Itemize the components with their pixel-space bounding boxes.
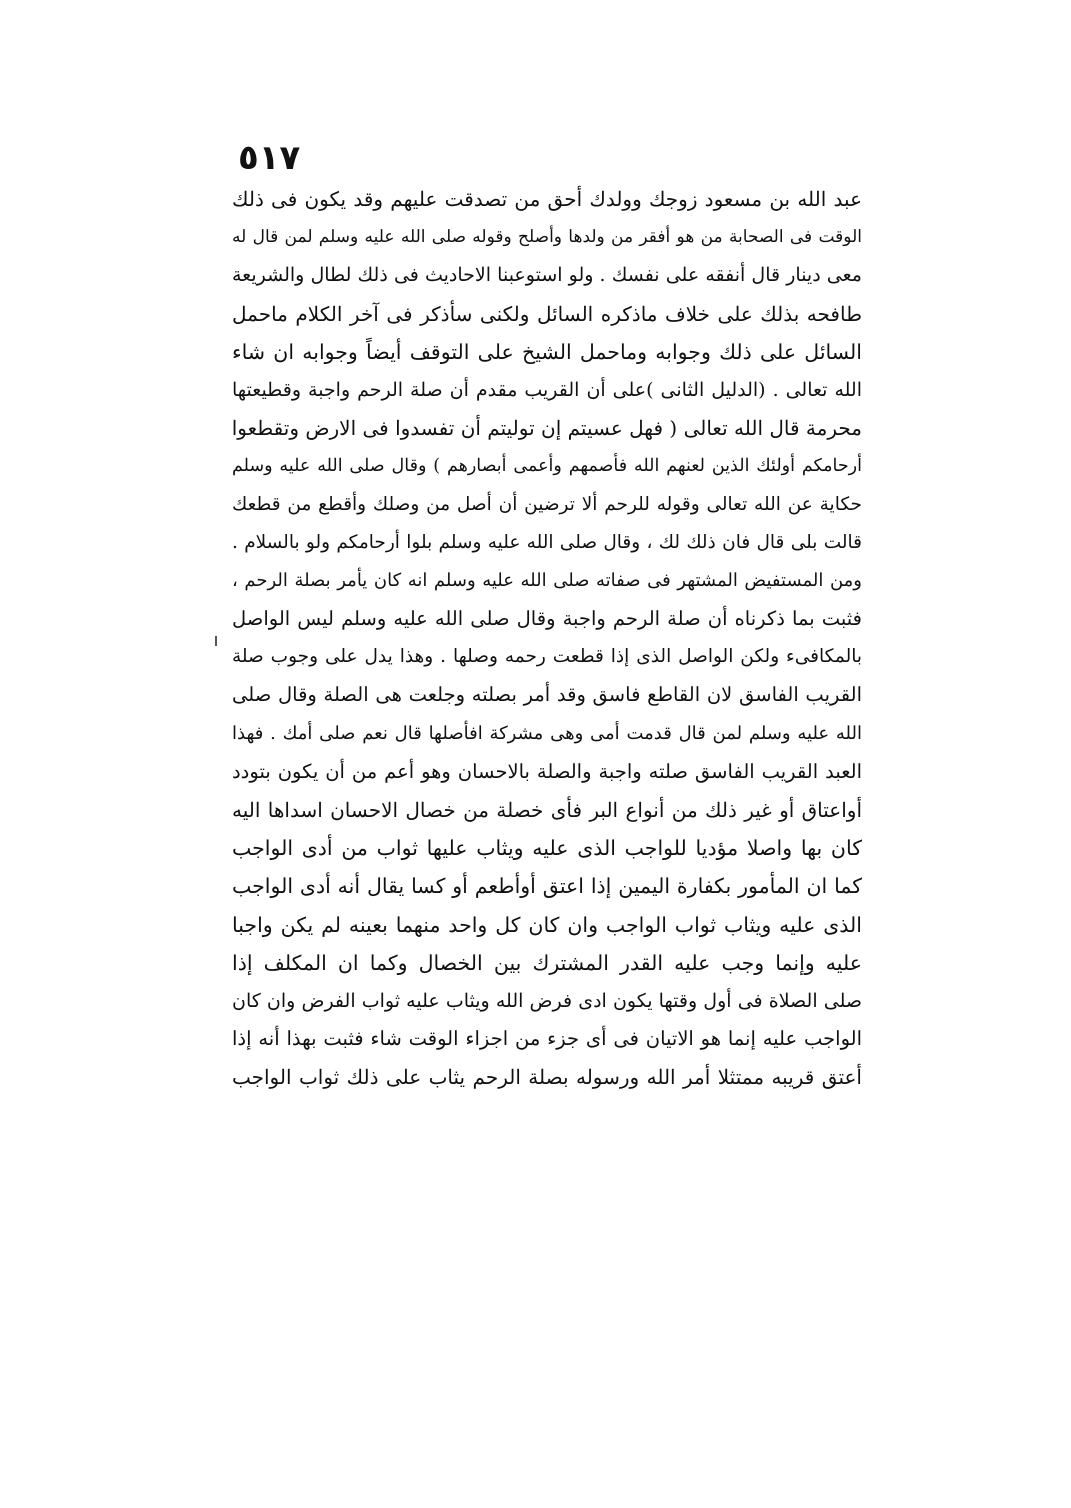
page-number: ٥١٧ bbox=[238, 138, 301, 178]
text-line: أعتق قريبه ممتثلا أمر الله ورسوله بصلة الرحم يثاب على ذلك ثواب الواجب bbox=[232, 1065, 862, 1090]
text-line: عبد الله بن مسعود زوجك وولدك أحق من تصدقت عليهم وقد يكون فى ذلك bbox=[232, 187, 862, 211]
text-line: كما ان المأمور بكفارة اليمين إذا اعتق أوأطعم أو كسا يقال أنه أدى الواجب bbox=[232, 874, 862, 899]
text-line: بالمكافىء ولكن الواصل الذى إذا قطعت رحمه وصلها . وهذا يدل على وجوب صلة bbox=[232, 646, 862, 668]
text-line: طافحه بذلك على خلاف ماذكره السائل ولكنى سأذكر فى آخر الكلام ماحمل bbox=[232, 301, 862, 326]
text-line: أرحامكم أولئك الذين لعنهم الله فأصمهم وأعمى أبصارهم ) وقال صلى الله عليه وسلم bbox=[232, 456, 862, 477]
text-line: صلى الصلاة فى أول وقتها يكون ادى فرض الله ويثاب عليه ثواب الفرض وان كان bbox=[232, 989, 862, 1012]
text-line: الله عليه وسلم لمن قال قدمت أمى وهى مشركة افأصلها قال نعم صلى أمك . فهذا bbox=[232, 722, 862, 744]
body-text bbox=[232, 180, 862, 1097]
text-line: الله تعالى . (الدليل الثانى )على أن القريب مقدم أن صلة الرحم واجبة وقطيعتها bbox=[232, 378, 862, 401]
margin-mark bbox=[215, 636, 217, 646]
text-line: عليه وإنما وجب عليه القدر المشترك بين الخصال وكما ان المكلف إذا bbox=[232, 950, 862, 975]
text-line: قالت بلى قال فان ذلك لك ، وقال صلى الله عليه وسلم بلوا أرحامكم ولو بالسلام . bbox=[232, 531, 862, 553]
text-line: أواعتاق أو غير ذلك من أنواع البر فأى خصلة من خصال الاحسان اسداها اليه bbox=[232, 798, 862, 822]
text-line: حكاية عن الله تعالى وقوله للرحم ألا ترضين أن أصل من وصلك وأقطع من قطعك bbox=[232, 493, 862, 515]
text-line: القريب الفاسق لان القاطع فاسق وقد أمر بصلته وجلعت هى الصلة وقال صلى bbox=[232, 683, 862, 707]
text-line: كان بها واصلا مؤديا للواجب الذى عليه ويثاب عليها ثواب من أدى الواجب bbox=[232, 836, 862, 861]
text-line: فثبت بما ذكرناه أن صلة الرحم واجبة وقال صلى الله عليه وسلم ليس الواصل bbox=[232, 607, 862, 631]
text-line: السائل على ذلك وجوابه وماحمل الشيخ على التوقف أيضاً وجوابه ان شاء bbox=[232, 339, 862, 364]
text-line: الواجب عليه إنما هو الاتيان فى أى جزء من اجزاء الوقت شاء فثبت بهذا أنه إذا bbox=[232, 1027, 862, 1051]
text-line: ومن المستفيض المشتهر فى صفاته صلى الله عليه وسلم انه كان يأمر بصلة الرحم ، bbox=[232, 569, 862, 591]
text-line: الذى عليه ويثاب ثواب الواجب وان كان كل واحد منهما بعينه لم يكن واجبا bbox=[232, 912, 862, 937]
text-line: محرمة قال الله تعالى ( فهل عسيتم إن توليتم أن تفسدوا فى الارض وتقطعوا bbox=[232, 416, 862, 441]
text-line: معى دينار قال أنفقه على نفسك . ولو استوعبنا الاحاديث فى ذلك لطال والشريعة bbox=[232, 264, 862, 287]
text-line: الوقت فى الصحابة من هو أفقر من ولدها وأصلح وقوله صلى الله عليه وسلم لمن قال له bbox=[232, 227, 862, 248]
text-line: العبد القريب الفاسق صلته واجبة والصلة بالاحسان وهو أعم من أن يكون بتودد bbox=[232, 759, 862, 783]
